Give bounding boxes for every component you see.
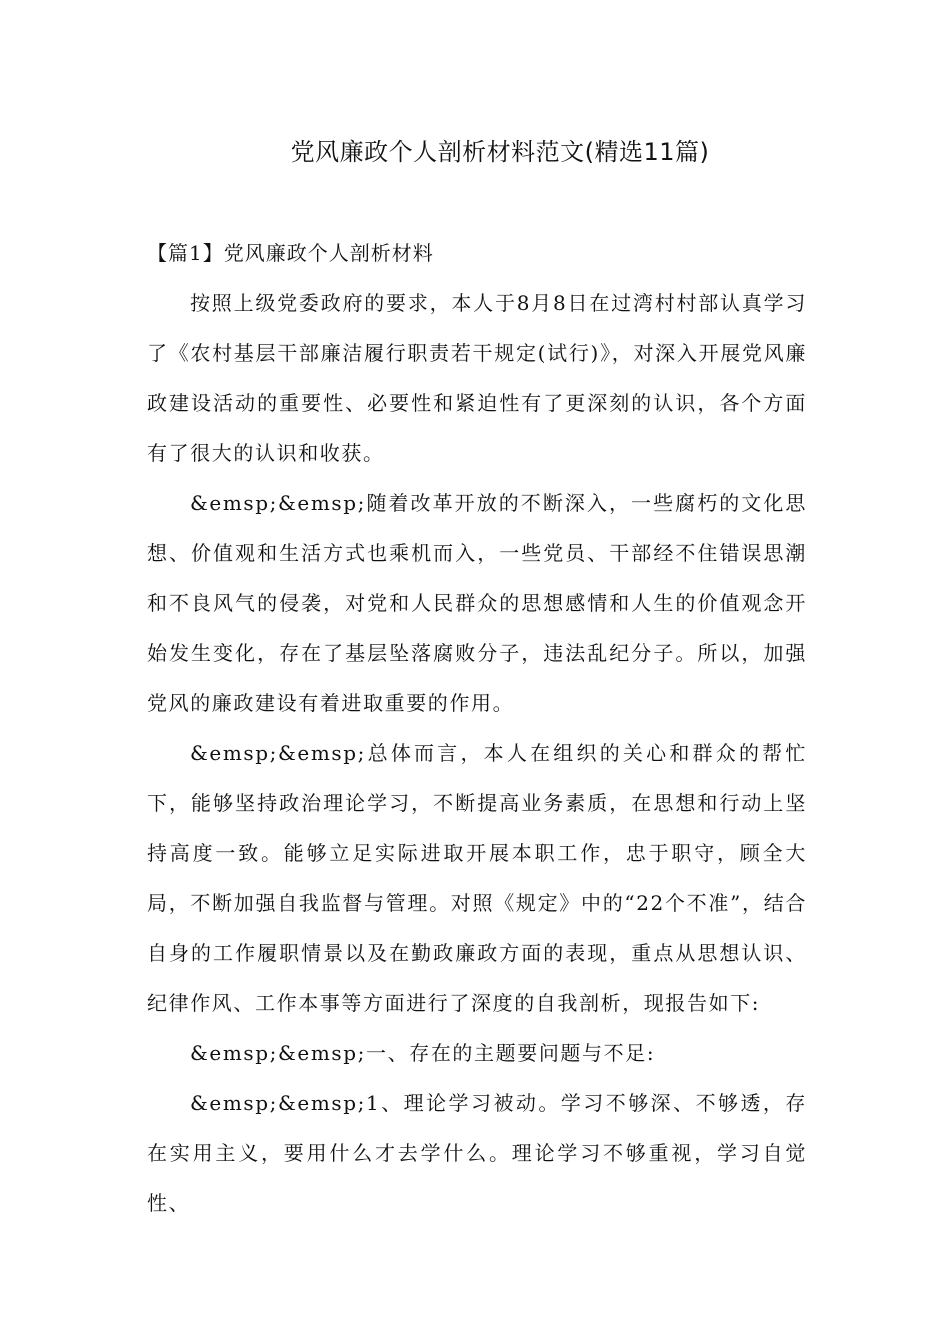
document-title: 党风廉政个人剖析材料范文(精选11篇) (290, 138, 710, 166)
paragraph-1: 按照上级党委政府的要求，本人于8月8日在过湾村村部认真学习了《农村基层干部廉洁履行职责若干规定(试行)》，对深入开展党风廉政建设活动的重要性、必要性和紧迫性有了更深刻的认识，各个方面有了很大的认识和收获。 (147, 291, 807, 465)
paragraph-4: &emsp;&emsp;一、存在的主题要问题与不足: (190, 1041, 656, 1065)
section-heading: 【篇1】党风廉政个人剖析材料 (147, 241, 434, 265)
paragraph-5: &emsp;&emsp;1、理论学习被动。学习不够深、不够透，存在实用主义，要用什么才去学什么。理论学习不够重视，学习自觉性、 (147, 1091, 807, 1215)
document-body (147, 228, 807, 1228)
paragraph-3: &emsp;&emsp;总体而言，本人在组织的关心和群众的帮忙下，能够坚持政治理论学习，不断提高业务素质，在思想和行动上坚持高度一致。能够立足实际进取开展本职工作，忠于职守，顾全大局，不断加强自我监督与管理。对照《规定》中的“22个不准”，结合自身的工作履职情景以及在勤政廉政方面的表现，重点从思想认识、纪律作风、工作本事等方面进行了深度的自我剖析，现报告如下: (147, 741, 807, 1015)
paragraph-2: &emsp;&emsp;随着改革开放的不断深入，一些腐朽的文化思想、价值观和生活方式也乘机而入，一些党员、干部经不住错误思潮和不良风气的侵袭，对党和人民群众的思想感情和人生的价值观念开始发生变化，存在了基层坠落腐败分子，违法乱纪分子。所以，加强党风的廉政建设有着进取重要的作用。 (147, 491, 807, 715)
